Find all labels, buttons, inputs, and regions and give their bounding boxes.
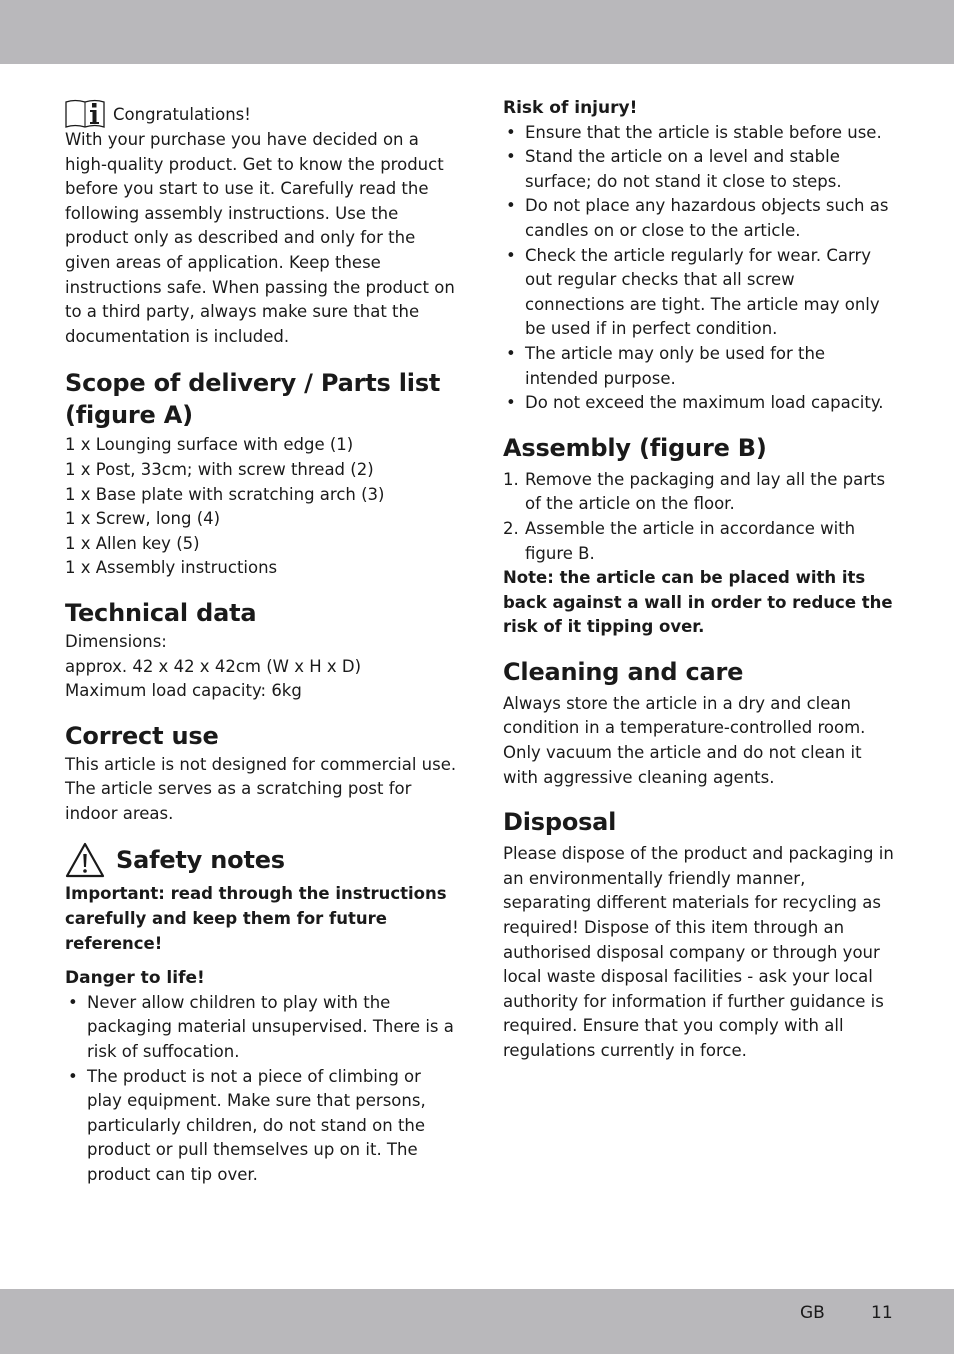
correct-use-section [65,720,460,827]
assembly-step: 2. Assemble the article in accordance with figure B. [503,518,856,563]
intro-body: With your purchase you have decided on a high-quality product. Get to know the product before you start to use it. Carefully read the following assembly instructions. Use the product only as described and only for the given areas of application. Keep these instructions safe. When passing the product on to a third party, always make sure that the documentation is included. [65,130,455,346]
technical-section [65,597,460,704]
danger-list [65,991,460,1188]
cleaning-body: Always store the article in a dry and clean condition in a temperature-controlled room. Only vacuum the article and do not clean it with aggressive cleaning agents. [503,693,866,787]
header-band [0,0,954,64]
risk-list [503,121,898,416]
disposal-body: Please dispose of the product and packaging in an environmentally friendly manner, separating different materials for recycling as required! Dispose of this item through an authorised disposal company or through your local waste disposal facilities - ask your local authority for information if further guidance is required. Ensure that you comply with all regulations currently in force. [503,844,894,1060]
list-item: • Ensure that the article is stable before use. [506,122,882,142]
list-item: • The product is not a piece of climbing or play equipment. Make sure that persons, particularly children, do not stand on the product or pull themselves up on it. The product can tip over. [68,1066,426,1184]
disposal-section [503,806,898,1063]
scope-item: 1 x Assembly instructions [65,558,278,578]
scope-section [65,367,460,581]
technical-line: Dimensions: [65,631,167,651]
assembly-steps [503,468,898,566]
cleaning-title: Cleaning and care [503,657,744,686]
left-column [65,96,460,1188]
technical-line: approx. 42 x 42 x 42cm (W x H x D) [65,656,362,676]
warning-triangle-icon [65,842,105,878]
list-item: • Never allow children to play with the packaging material unsupervised. There is a risk of suffocation. [68,992,454,1062]
list-item: • Check the article regularly for wear. Carry out regular checks that all screw connections are tight. The article may only be used if in perfect condition. [506,245,880,339]
danger-section [65,966,460,1187]
cleaning-section [503,656,898,790]
risk-section [503,96,898,416]
list-item: • Stand the article on a level and stable surface; do not stand it close to steps. [506,147,842,191]
assembly-title: Assembly (figure B) [503,433,767,462]
scope-item: 1 x Base plate with scratching arch (3) [65,484,385,504]
scope-title: Scope of delivery / Parts list (figure A) [65,369,441,430]
page-number: 11 [871,1303,893,1323]
intro-heading-row [65,94,460,128]
safety-heading-row [65,842,460,878]
safety-important: Important: read through the instructions carefully and keep them for future reference! [65,884,447,953]
scope-list [65,433,460,581]
safety-title: Safety notes [116,846,285,875]
scope-item: 1 x Allen key (5) [65,533,200,553]
assembly-section [503,432,898,640]
right-column [503,96,898,1064]
assembly-note: Note: the article can be placed with its back against a wall in order to reduce the risk of it tipping over. [503,568,893,637]
assembly-step: 1. Remove the packaging and lay all the parts of the article on the floor. [503,469,886,514]
correct-use-body: This article is not designed for commercial use. The article serves as a scratching post for indoor areas. [65,754,457,823]
correct-use-title: Correct use [65,721,219,750]
list-item: • Do not place any hazardous objects such as candles on or close to the article. [506,196,889,240]
scope-item: 1 x Post, 33cm; with screw thread (2) [65,459,374,479]
technical-line: Maximum load capacity: 6kg [65,681,302,701]
scope-item: 1 x Lounging surface with edge (1) [65,435,354,455]
scope-item: 1 x Screw, long (4) [65,509,221,529]
technical-title: Technical data [65,598,257,627]
danger-title: Danger to life! [65,968,205,989]
info-icon [65,98,105,128]
list-item: • The article may only be used for the intended purpose. [506,343,826,388]
risk-title: Risk of injury! [503,98,638,118]
footer-language: GB [800,1303,825,1323]
intro-heading: Congratulations! [113,105,251,125]
disposal-title: Disposal [503,808,617,837]
list-item: • Do not exceed the maximum load capacity. [506,393,884,413]
